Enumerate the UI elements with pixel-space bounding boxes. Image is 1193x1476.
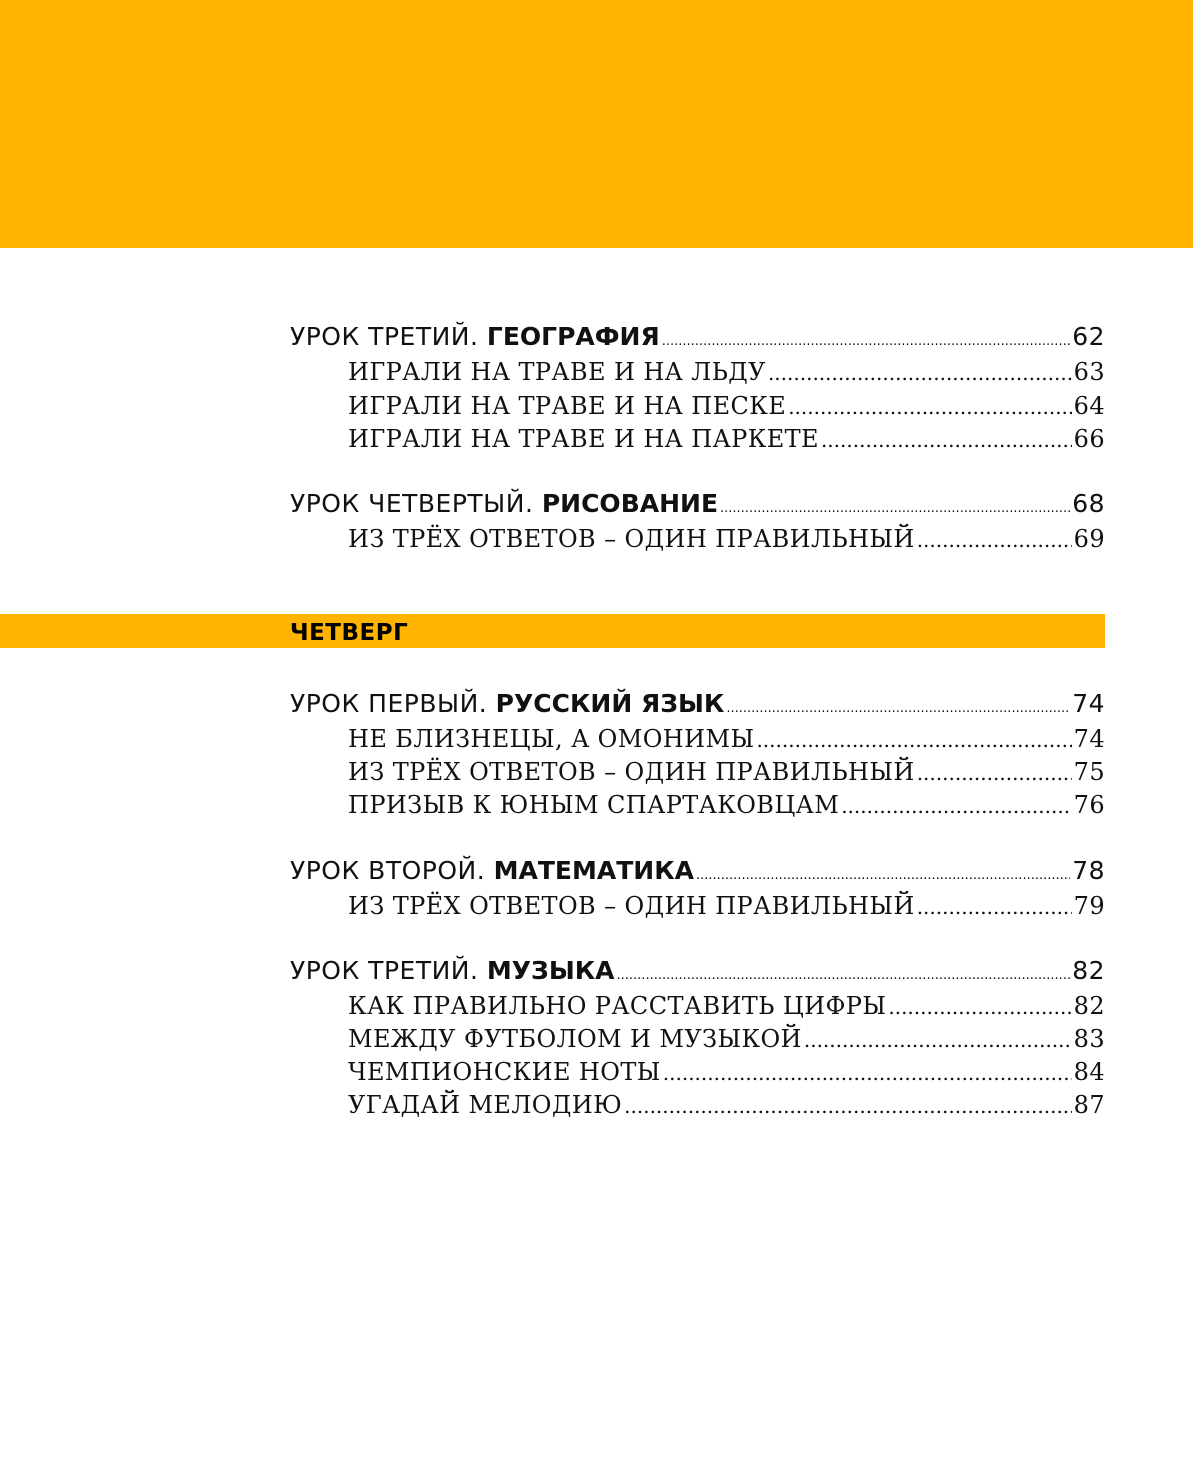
topic-title: ИЗ ТРЁХ ОТВЕТОВ – ОДИН ПРАВИЛЬНЫЙ [348,892,915,920]
topic-title: ПРИЗЫВ К ЮНЫМ СПАРТАКОВЦАМ [348,791,840,819]
lesson-prefix: УРОК ЧЕТВЕРТЫЙ. [290,489,534,518]
lesson-subject: МУЗЫКА [486,956,615,985]
toc-topic[interactable] [348,889,1105,923]
topic-title: ЧЕМПИОНСКИЕ НОТЫ [348,1058,661,1086]
toc-topic[interactable] [348,788,1105,822]
toc-topic[interactable] [348,1088,1105,1122]
lesson-prefix: УРОК ВТОРОЙ. [290,856,486,885]
dot-leader [726,692,1070,726]
topic-title: ИГРАЛИ НА ТРАВЕ И НА ПЕСКЕ [348,392,787,420]
dot-leader [821,423,1072,457]
dot-leader [663,1056,1072,1090]
lesson-prefix: УРОК ТРЕТИЙ. [290,322,479,351]
toc-topic[interactable] [348,522,1105,556]
topic-title: ИГРАЛИ НА ТРАВЕ И НА ПАРКЕТЕ [348,425,819,453]
page-number: 78 [1072,856,1105,885]
topic-title: ИГРАЛИ НА ТРАВЕ И НА ЛЬДУ [348,358,766,386]
page-number: 74 [1073,725,1105,753]
page-number: 79 [1073,892,1105,920]
toc-topic[interactable] [348,422,1105,456]
page-number: 68 [1072,489,1105,518]
page-number: 82 [1072,956,1105,985]
dot-leader [617,959,1071,993]
toc-lesson-music[interactable] [290,954,1105,988]
toc-topic[interactable] [348,989,1105,1023]
toc-lesson-math[interactable] [290,854,1105,888]
topic-title: КАК ПРАВИЛЬНО РАССТАВИТЬ ЦИФРЫ [348,992,887,1020]
dot-leader [917,756,1072,790]
lesson-subject: РИСОВАНИЕ [541,489,719,518]
lesson-subject: ГЕОГРАФИЯ [486,322,660,351]
dot-leader [720,492,1070,526]
page-number: 74 [1072,689,1105,718]
section-title: ЧЕТВЕРГ [290,620,409,646]
toc-topic[interactable] [348,1022,1105,1056]
dot-leader [788,390,1071,424]
top-accent-band [0,0,1193,248]
dot-leader [804,1023,1072,1057]
page-number: 66 [1073,425,1105,453]
topic-title: МЕЖДУ ФУТБОЛОМ И МУЗЫКОЙ [348,1025,802,1053]
toc-topic[interactable] [348,389,1105,423]
page-number: 76 [1073,791,1105,819]
page-number: 63 [1073,358,1105,386]
lesson-prefix: УРОК ПЕРВЫЙ. [290,689,488,718]
lesson-subject: МАТЕМАТИКА [493,856,694,885]
page-number: 62 [1072,322,1105,351]
dot-leader [696,859,1070,893]
toc-lesson-russian[interactable] [290,687,1105,721]
page-number: 83 [1073,1025,1105,1053]
dot-leader [841,789,1071,823]
lesson-subject: РУССКИЙ ЯЗЫК [495,689,725,718]
lesson-prefix: УРОК ТРЕТИЙ. [290,956,479,985]
toc-lesson-geography[interactable] [290,320,1105,354]
page-number: 69 [1073,525,1105,553]
toc-topic[interactable] [348,355,1105,389]
topic-title: НЕ БЛИЗНЕЦЫ, А ОМОНИМЫ [348,725,755,753]
dot-leader [917,523,1072,557]
page-number: 75 [1073,758,1105,786]
dot-leader [662,325,1070,359]
dot-leader [624,1089,1072,1123]
page-number: 84 [1073,1058,1105,1086]
dot-leader [888,990,1071,1024]
toc-topic[interactable] [348,1055,1105,1089]
dot-leader [768,356,1072,390]
topic-title: ИЗ ТРЁХ ОТВЕТОВ – ОДИН ПРАВИЛЬНЫЙ [348,525,915,553]
dot-leader [756,723,1071,757]
toc-lesson-drawing[interactable] [290,487,1105,521]
toc-topic[interactable] [348,755,1105,789]
dot-leader [917,890,1072,924]
page-number: 82 [1073,992,1105,1020]
page-number: 87 [1073,1091,1105,1119]
section-bar [0,614,1105,648]
toc-topic[interactable] [348,722,1105,756]
topic-title: ИЗ ТРЁХ ОТВЕТОВ – ОДИН ПРАВИЛЬНЫЙ [348,758,915,786]
topic-title: УГАДАЙ МЕЛОДИЮ [348,1091,623,1119]
page-number: 64 [1073,392,1105,420]
